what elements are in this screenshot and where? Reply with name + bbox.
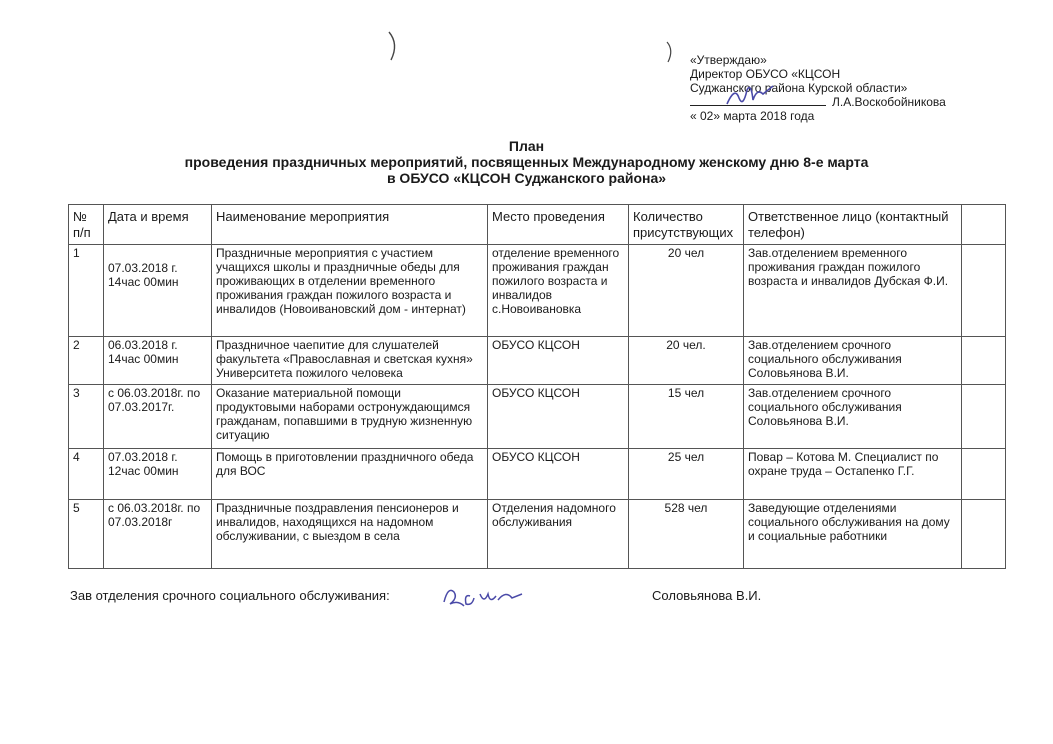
cell-quantity: 528 чел <box>629 500 744 569</box>
cell-responsible: Зав.отделением срочного социального обслуживания Соловьянова В.И. <box>744 385 962 449</box>
cell-number: 3 <box>69 385 104 449</box>
cell-quantity: 20 чел <box>629 245 744 337</box>
cell-number: 5 <box>69 500 104 569</box>
header-event-name: Наименование мероприятия <box>212 205 488 245</box>
cell-responsible: Зав.отделением срочного социального обслуживания Соловьянова В.И. <box>744 337 962 385</box>
header-number: № п/п <box>69 205 104 245</box>
cell-event-name: Помощь в приготовлении праздничного обеда для ВОС <box>212 449 488 500</box>
header-quantity: Количество присутствующих <box>629 205 744 245</box>
cell-event-name: Праздничное чаепитие для слушателей факультета «Православная и светская кухня» Университета пожилого человека <box>212 337 488 385</box>
cell-place: отделение временного проживания граждан пожилого возраста и инвалидов с.Новоивановка <box>488 245 629 337</box>
cell-number: 4 <box>69 449 104 500</box>
cell-quantity: 20 чел. <box>629 337 744 385</box>
cell-date: с 06.03.2018г. по 07.03.2018г <box>104 500 212 569</box>
approval-label: «Утверждаю» <box>690 53 767 67</box>
header-date: Дата и время <box>104 205 212 245</box>
title-line-1: План <box>508 138 545 154</box>
title-line-2: проведения праздничных мероприятий, посвященных Международному женскому дню 8-е марта <box>184 154 869 170</box>
scan-mark <box>664 40 678 64</box>
cell-responsible: Заведующие отделениями социального обслуживания на дому и социальные работники <box>744 500 962 569</box>
cell-number: 2 <box>69 337 104 385</box>
cell-empty <box>962 385 1006 449</box>
footer-position: Зав отделения срочного социального обслуживания: <box>70 588 390 603</box>
header-responsible: Ответственное лицо (контактный телефон) <box>744 205 962 245</box>
cell-empty <box>962 449 1006 500</box>
cell-responsible: Повар – Котова М. Специалист по охране труда – Остапенко Г.Г. <box>744 449 962 500</box>
events-table <box>68 204 1006 569</box>
header-empty <box>962 205 1006 245</box>
approval-signer: Л.А.Воскобойникова <box>832 95 946 109</box>
approval-organization: Суджанского района Курской области» <box>690 81 908 95</box>
cell-place: Отделения надомного обслуживания <box>488 500 629 569</box>
table-row <box>69 245 1006 337</box>
cell-date: 07.03.2018 г. 14час 00мин <box>104 245 212 337</box>
cell-empty <box>962 500 1006 569</box>
cell-event-name: Праздничные мероприятия с участием учащихся школы и праздничные обеды для проживающих в отделении временного проживания граждан пожилого возраста и инвалидов (Новоивановский дом - интернат) <box>212 245 488 337</box>
cell-empty <box>962 337 1006 385</box>
footer-signature <box>440 582 524 612</box>
table-row <box>69 449 1006 500</box>
cell-place: ОБУСО КЦСОН <box>488 449 629 500</box>
table-row <box>69 337 1006 385</box>
cell-event-name: Праздничные поздравления пенсионеров и инвалидов, находящихся на надомном обслуживании, с выездом в села <box>212 500 488 569</box>
cell-empty <box>962 245 1006 337</box>
cell-event-name: Оказание материальной помощи продуктовыми наборами остронуждающимся гражданам, попавшими в трудную жизненную ситуацию <box>212 385 488 449</box>
cell-date: 06.03.2018 г. 14час 00мин <box>104 337 212 385</box>
header-place: Место проведения <box>488 205 629 245</box>
cell-quantity: 25 чел <box>629 449 744 500</box>
cell-quantity: 15 чел <box>629 385 744 449</box>
document-title <box>0 138 1053 186</box>
table-header-row <box>69 205 1006 245</box>
director-signature <box>725 80 775 110</box>
title-line-3: в ОБУСО «КЦСОН Суджанского района» <box>386 170 667 186</box>
cell-place: ОБУСО КЦСОН <box>488 337 629 385</box>
approval-director: Директор ОБУСО «КЦСОН <box>690 67 841 81</box>
cell-place: ОБУСО КЦСОН <box>488 385 629 449</box>
cell-responsible: Зав.отделением временного проживания граждан пожилого возраста и инвалидов Дубская Ф.И. <box>744 245 962 337</box>
cell-date: 07.03.2018 г. 12час 00мин <box>104 449 212 500</box>
approval-date: « 02» марта 2018 года <box>690 109 815 123</box>
table-row <box>69 500 1006 569</box>
table-row <box>69 385 1006 449</box>
cell-date: с 06.03.2018г. по 07.03.2017г. <box>104 385 212 449</box>
scan-mark <box>385 30 405 64</box>
cell-number: 1 <box>69 245 104 337</box>
footer-name: Соловьянова В.И. <box>652 588 762 603</box>
